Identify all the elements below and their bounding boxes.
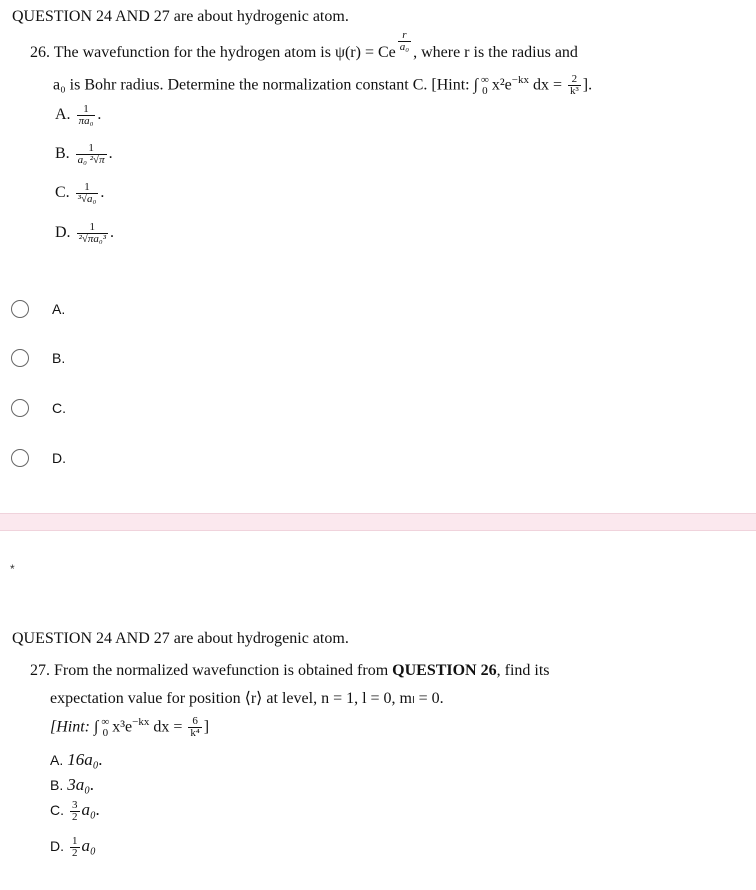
q26-option-a-letter: A. [55, 106, 71, 124]
question-26-header: QUESTION 24 AND 27 are about hydrogenic atom. [12, 8, 349, 25]
question-26-line-2 [53, 74, 592, 97]
answer-b-label[interactable]: B. [52, 350, 66, 366]
q26-line1-pre: 26. The wavefunction for the hydrogen atom is ψ(r) = Ce [30, 44, 396, 61]
q26-option-a-fraction [77, 104, 96, 127]
answer-d-radio[interactable] [11, 449, 29, 467]
q27-option-d-den: 2 [72, 847, 78, 859]
q26-option-a-num: 1 [83, 103, 89, 115]
q27-option-a-letter: A. [50, 752, 64, 768]
q27-hint-post: ] [203, 718, 210, 736]
q26-line2-pre: a₀ is Bohr radius. Determine the normalization constant C. [Hint: ∫ [53, 76, 478, 94]
q26-option-a-den: πa₀ [78, 115, 94, 127]
q26-option-c-fraction [76, 182, 99, 205]
q26-option-d-letter: D. [55, 224, 71, 242]
q26-option-d [55, 222, 114, 245]
q27-option-d [50, 836, 96, 859]
q26-int-upper: ∞ [480, 73, 489, 86]
q27-option-a [50, 750, 103, 770]
q26-option-c-num: 1 [84, 181, 90, 193]
q26-option-b-fraction [76, 143, 107, 166]
answer-c-radio[interactable] [11, 399, 29, 417]
q26-int-lower: 0 [482, 84, 488, 97]
q27-hint-mid: x³e [112, 718, 133, 736]
q27-hint-exp: −kx [132, 716, 150, 728]
q26-option-d-den: ²√πa₀³ [78, 233, 107, 245]
q26-hint-fraction [568, 74, 581, 97]
q26-option-c [55, 182, 104, 205]
q27-option-d-num: 1 [72, 835, 78, 847]
q26-option-a [55, 104, 101, 127]
q26-line2-mid: x²e [491, 76, 512, 94]
q26-hint-num: 2 [571, 73, 578, 86]
q27-option-b [50, 775, 94, 795]
q26-option-d-suffix: . [110, 224, 115, 242]
q27-option-d-letter: D. [50, 838, 64, 855]
q27-hint-dx: dx = [149, 718, 187, 736]
q27-option-b-text: 3a₀. [67, 775, 95, 794]
section-separator [0, 513, 756, 531]
q26-line2-dx: dx = [528, 76, 566, 94]
question-27-line-2: expectation value for position ⟨r⟩ at level, n = 1, l = 0, mₗ = 0. [50, 690, 444, 707]
q26-line2-exp: −kx [511, 74, 529, 86]
q27-option-c [50, 800, 100, 823]
q27-int-limits [99, 717, 111, 739]
q26-option-b-num: 1 [88, 142, 94, 154]
q27-hint-num: 6 [192, 715, 198, 728]
q26-exponent-num: r [402, 29, 407, 41]
q27-option-d-text: a₀ [81, 836, 96, 856]
q26-option-b-suffix: . [108, 145, 113, 163]
q26-option-a-suffix: . [97, 106, 102, 124]
q26-option-c-letter: C. [55, 184, 70, 202]
q27-line1-post: , find its [496, 662, 550, 679]
q27-option-c-fraction [70, 800, 80, 823]
q26-int-limits [479, 75, 491, 97]
question-27-line-1 [30, 662, 550, 680]
q27-option-b-letter: B. [50, 777, 64, 793]
q27-line1-bold: QUESTION 26 [392, 662, 497, 679]
answer-a-label[interactable]: A. [52, 301, 66, 317]
q26-option-d-num: 1 [89, 221, 96, 233]
q27-int-lower: 0 [102, 726, 109, 739]
q27-hint-pre: [Hint: ∫ [50, 718, 99, 736]
q27-hint-den: k⁴ [190, 727, 200, 740]
q27-option-c-letter: C. [50, 802, 64, 819]
q27-line1-pre: 27. From the normalized wavefunction is obtained from [30, 662, 393, 679]
q26-hint-den: k³ [569, 85, 579, 98]
answer-a-radio[interactable] [11, 300, 29, 318]
answer-c-label[interactable]: C. [52, 400, 66, 416]
q26-option-c-den: ³√a₀ [77, 193, 97, 205]
q27-hint-fraction [188, 716, 201, 739]
q27-option-a-text: 16a₀. [67, 750, 103, 769]
question-27-header: QUESTION 24 AND 27 are about hydrogenic atom. [12, 630, 349, 647]
q26-option-c-suffix: . [100, 184, 105, 202]
q26-option-b-letter: B. [55, 145, 70, 163]
q27-option-c-den: 2 [72, 811, 78, 823]
q27-int-upper: ∞ [101, 715, 110, 728]
q26-exponent [398, 30, 411, 53]
q26-option-d-fraction [77, 222, 108, 245]
q27-option-c-num: 3 [72, 799, 78, 811]
question-27-hint [50, 716, 209, 739]
answer-d-label[interactable]: D. [52, 450, 66, 466]
q27-option-d-fraction [70, 836, 80, 859]
q26-line1-post: , where r is the radius and [413, 44, 578, 61]
answer-b-radio[interactable] [11, 349, 29, 367]
q27-option-c-text: a₀. [81, 800, 101, 820]
q26-option-b-den: a₀ ²√π [77, 154, 105, 166]
required-star: * [10, 562, 15, 576]
q26-line2-post: ]. [582, 76, 593, 94]
question-26-line-1 [30, 29, 578, 62]
q26-option-b [55, 143, 113, 166]
q26-exponent-den: a₀ [399, 41, 410, 53]
